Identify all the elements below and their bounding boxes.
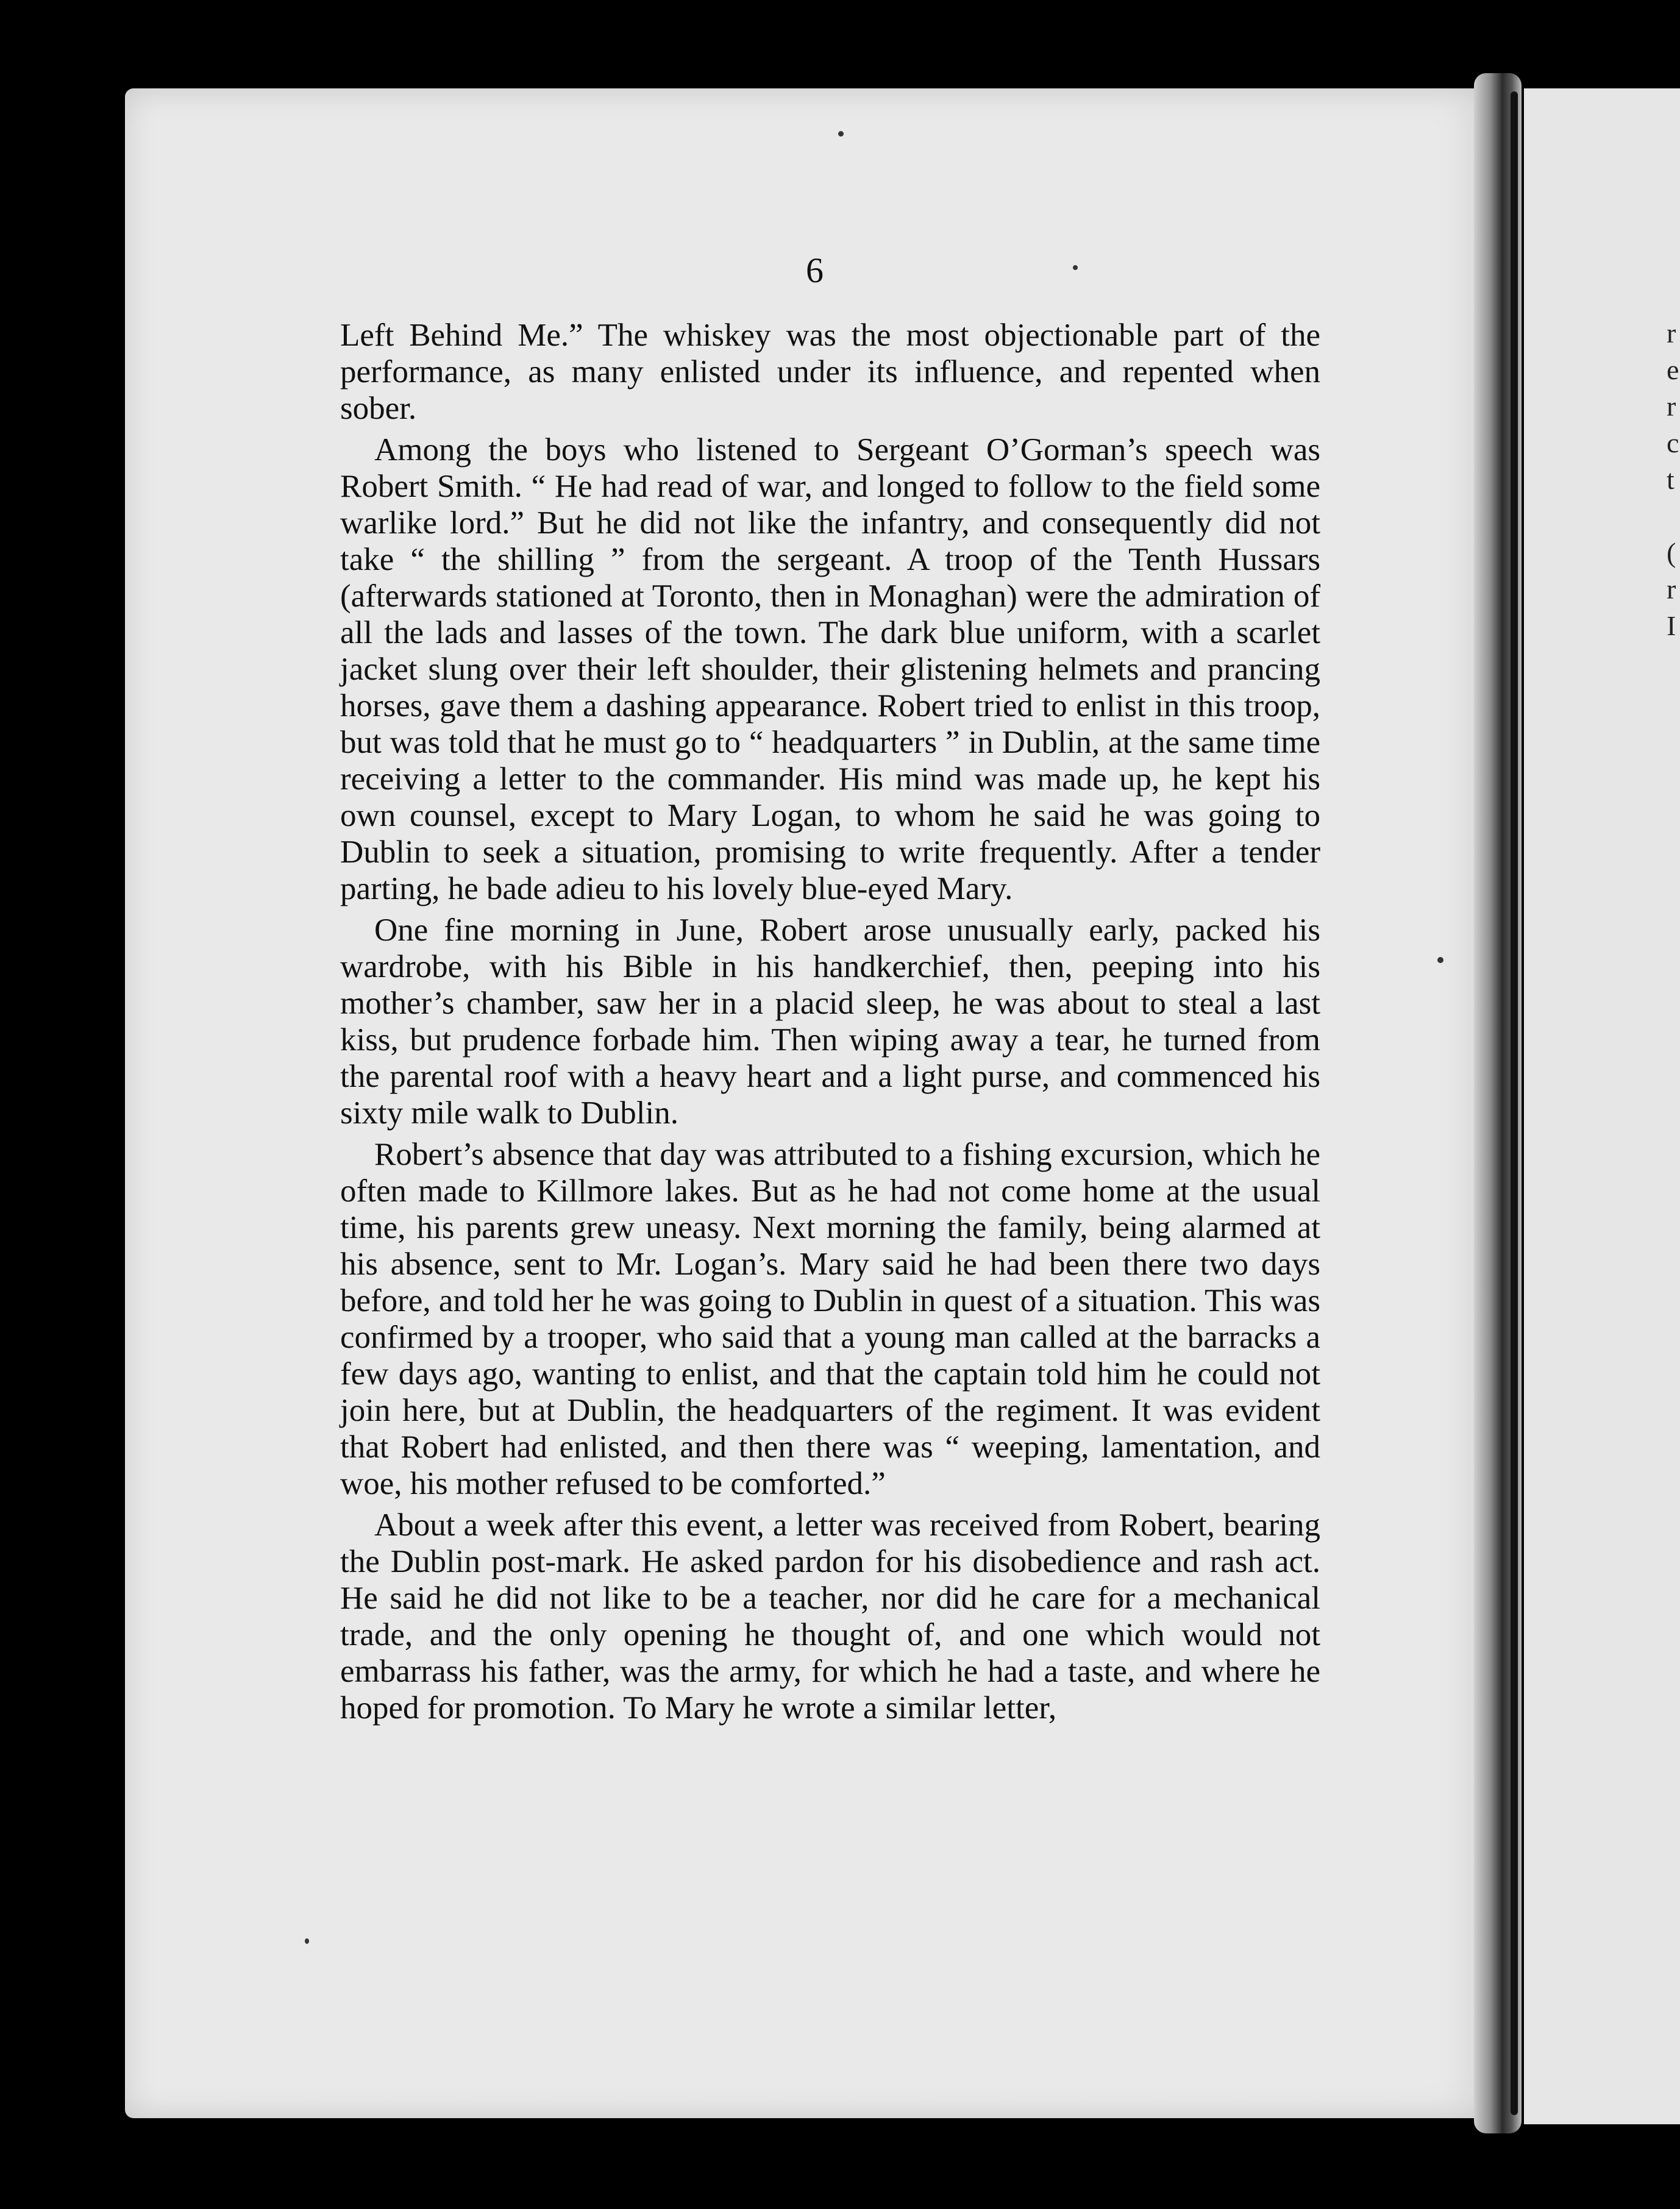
facing-page-fragment: e xyxy=(1667,354,1679,385)
print-speck xyxy=(1073,265,1078,270)
paragraph: Left Behind Me.” The whiskey was the most objectionable part of the performance, as many enlisted under its influence, and repented when sober. xyxy=(340,318,1320,426)
body-text xyxy=(340,317,1320,1731)
paragraph: About a week after this event, a letter was received from Robert, bearing the Dublin post-mark. He asked pardon for his disobedience and rash act. He said he did not like to be a teacher, nor did he care for a mechanical trade, and the only opening he thought of, and one which would not embarrass his father, was the army, for which he had a taste, and where he hoped for promotion. To Mary he wrote a similar letter, xyxy=(340,1507,1320,1726)
page-number: 6 xyxy=(806,251,824,290)
facing-page-fragment: ( xyxy=(1667,537,1676,568)
facing-page-fragment: r xyxy=(1667,574,1676,605)
facing-page-fragment: c xyxy=(1667,427,1679,458)
print-speck xyxy=(1437,957,1443,963)
print-speck xyxy=(838,131,844,137)
facing-page-fragment: t xyxy=(1667,464,1675,495)
facing-page-fragment: r xyxy=(1667,391,1676,422)
spine-binding xyxy=(1511,91,1518,2115)
facing-page-fragment: r xyxy=(1667,318,1676,349)
paragraph: Robert’s absence that day was attributed to a fishing excursion, which he often made to Killmore lakes. But as he had not come home at the usual time, his parents grew uneasy. Next morning the family, being alarmed at his absence, sent to Mr. Logan’s. Mary said he had been there two days before, and told her he was going to Dublin in quest of a situation. This was confirmed by a trooper, who said that a young man called at the barracks a few days ago, wanting to enlist, and that the captain told him he could not join here, but at Dublin, the headquarters of the regiment. It was evident that Robert had enlisted, and then there was “ weeping, lamentation, and woe, his mother refused to be comforted.” xyxy=(340,1137,1320,1501)
facing-page-edge xyxy=(1524,88,1680,2124)
facing-page-fragment: I xyxy=(1667,610,1676,641)
print-speck xyxy=(305,1938,309,1944)
paragraph: One fine morning in June, Robert arose unusually early, packed his wardrobe, with his Bible in his handkerchief, then, peeping into his mother’s chamber, saw her in a placid sleep, he was about to steal a last kiss, but prudence forbade him. Then wiping away a tear, he turned from the parental roof with a heavy heart and a light purse, and commenced his sixty mile walk to Dublin. xyxy=(340,912,1320,1131)
paragraph: Among the boys who listened to Sergeant O’Gorman’s speech was Robert Smith. “ He had read of war, and longed to follow to the field some warlike lord.” But he did not like the infantry, and consequently did not take “ the shilling ” from the sergeant. A troop of the Tenth Hussars (afterwards stationed at Toronto, then in Monaghan) were the admiration of all the lads and lasses of the town. The dark blue uniform, with a scarlet jacket slung over their left shoulder, their glistening helmets and prancing horses, gave them a dashing appearance. Robert tried to enlist in this troop, but was told that he must go to “ headquarters ” in Dublin, at the same time receiving a letter to the commander. His mind was made up, he kept his own counsel, except to Mary Logan, to whom he said he was going to Dublin to seek a situation, promising to write frequently. After a tender parting, he bade adieu to his lovely blue-eyed Mary. xyxy=(340,432,1320,906)
